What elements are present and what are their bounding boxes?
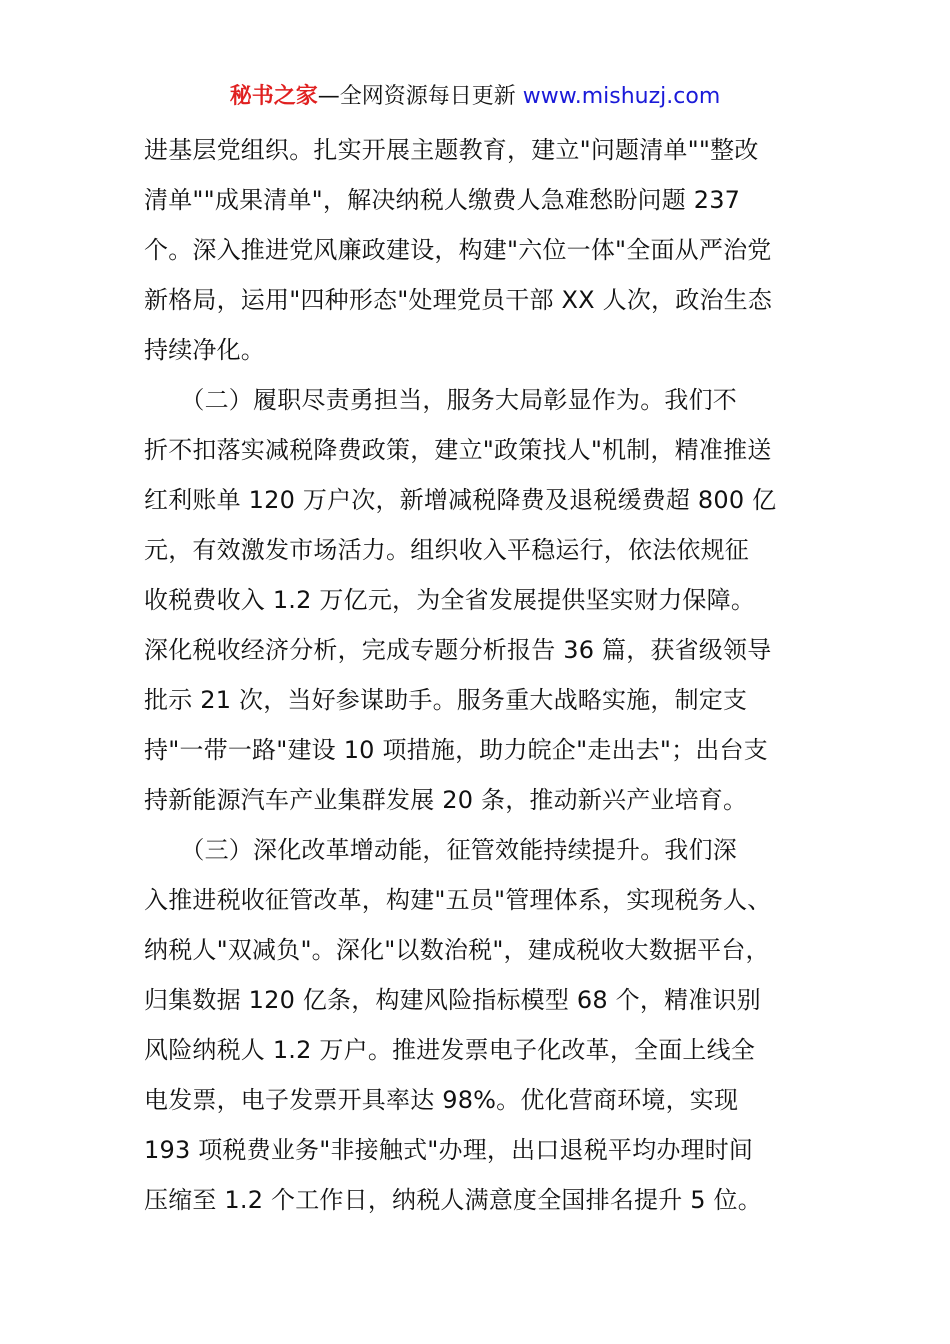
body-line: 红利账单 120 万户次，新增减税降费及退税缓费超 800 亿: [144, 486, 777, 514]
header-tagline: —全网资源每日更新: [317, 84, 516, 109]
body-line: 持新能源汽车产业集群发展 20 条，推动新兴产业培育。: [144, 786, 748, 814]
body-line: 持"一带一路"建设 10 项措施，助力皖企"走出去"；出台支: [144, 736, 768, 764]
body-line: 深化税收经济分析，完成专题分析报告 36 篇，获省级领导: [144, 636, 772, 664]
body-line: 归集数据 120 亿条，构建风险指标模型 68 个，精准识别: [144, 986, 761, 1014]
body-line: 新格局，运用"四种形态"处理党员干部 XX 人次，政治生态: [144, 286, 773, 314]
section-3-first-line: （三）深化改革增动能，征管效能持续提升。我们深: [144, 836, 737, 864]
body-line: 入推进税收征管改革，构建"五员"管理体系，实现税务人、: [144, 886, 772, 914]
body-line: 批示 21 次，当好参谋助手。服务重大战略实施，制定支: [144, 686, 748, 714]
body-line: 元，有效激发市场活力。组织收入平稳运行，依法依规征: [144, 536, 749, 564]
body-line: 电发票，电子发票开具率达 98%。优化营商环境，实现: [144, 1086, 739, 1114]
body-line: 个。深入推进党风廉政建设，构建"六位一体"全面从严治党: [144, 236, 772, 264]
body-line: 折不扣落实减税降费政策，建立"政策找人"机制，精准推送: [144, 436, 772, 464]
page-header: [0, 80, 950, 114]
body-line: 纳税人"双减负"。深化"以数治税"，建成税收大数据平台，: [144, 936, 770, 964]
body-line: 持续净化。: [144, 336, 265, 364]
site-url-link[interactable]: www.mishuzj.com: [522, 84, 721, 109]
body-line: 193 项税费业务"非接触式"办理，出口退税平均办理时间: [144, 1136, 754, 1164]
body-line: 风险纳税人 1.2 万户。推进发票电子化改革，全面上线全: [144, 1036, 756, 1064]
section-2-first-line: （二）履职尽责勇担当，服务大局彰显作为。我们不: [144, 386, 737, 414]
document-body: [144, 125, 814, 1225]
body-line: 进基层党组织。扎实开展主题教育，建立"问题清单""整改: [144, 136, 759, 164]
body-line: 收税费收入 1.2 万亿元，为全省发展提供坚实财力保障。: [144, 586, 756, 614]
brand-name: 秘书之家: [229, 84, 318, 109]
body-line: 清单""成果清单"，解决纳税人缴费人急难愁盼问题 237: [144, 186, 741, 214]
body-line: 压缩至 1.2 个工作日，纳税人满意度全国排名提升 5 位。: [144, 1186, 762, 1214]
